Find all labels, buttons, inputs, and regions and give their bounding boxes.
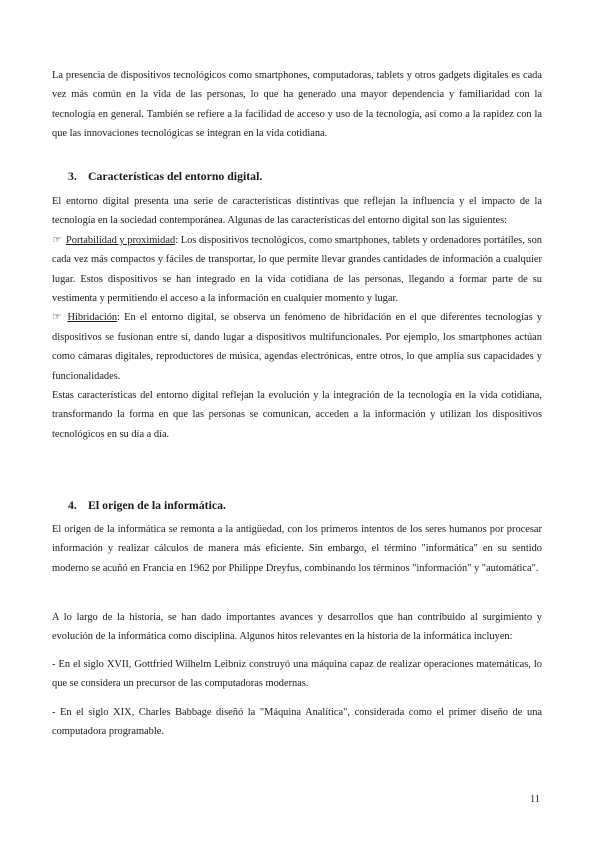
pointing-hand-icon: ☞ — [52, 312, 62, 324]
paragraph-s4-3: - En el siglo XVII, Gottfried Wilhelm Leibniz construyó una máquina capaz de realizar operaciones matemáticas, lo que se considera un precursor de las computadoras modernas. — [52, 659, 542, 690]
paragraph-s4-4: - En el siglo XIX, Charles Babbage diseñó la "Máquina Analítica", considerada como el primer diseño de una computadora programable. — [52, 707, 542, 738]
bullet-item — [52, 231, 542, 309]
heading-section-4 — [68, 497, 226, 513]
paragraph-intro: La presencia de dispositivos tecnológicos como smartphones, computadoras, tablets y otros gadgets digitales es cada vez más común en la vida de las personas, lo que ha generado una mayor dependencia y familiaridad con la tecnología en general. También se refiere a la facilidad de acceso y uso de la tecnología, así como a la rapidez con la que las innovaciones tecnológicas se integran en la vida cotidiana. — [52, 70, 542, 140]
heading-number: 3. — [68, 169, 77, 183]
heading-section-3 — [68, 168, 262, 184]
bullet-term: Hibridación — [67, 312, 118, 324]
pointing-hand-icon: ☞ — [52, 234, 62, 246]
heading-number: 4. — [68, 498, 77, 512]
bullet-item — [52, 308, 542, 386]
paragraph-s3-closing: Estas características del entorno digital reflejan la evolución y la integración de la tecnología en la vida cotidiana, transformando la forma en que las personas se comunican, acceden a la información y utilizan los dispositivos tecnológicos en su día a día. — [52, 390, 542, 440]
heading-title: El origen de la informática. — [88, 498, 226, 512]
paragraph-s3-intro: El entorno digital presenta una serie de características distintivas que reflejan la influencia y el impacto de la tecnología en la sociedad contemporánea. Algunas de las características del entorno digital son las siguientes: — [52, 196, 542, 227]
heading-title: Características del entorno digital. — [88, 169, 263, 183]
bullet-text: : Los dispositivos tecnológicos, como smartphones, tablets y ordenadores portátiles, son cada vez más compactos y fáciles de transportar, lo que permite llevar grandes cantidades de información a cualquier lugar. Estos dispositivos se han integrado en la vida cotidiana de las personas, llegando a formar parte de su vestimenta y permitiendo el acceso a la información en cualquier momento y lugar. — [52, 234, 542, 305]
page-number: 11 — [530, 794, 541, 805]
bullet-term: Portabilidad y proximidad — [65, 234, 176, 246]
paragraph-s4-1: El origen de la informática se remonta a la antigüedad, con los primeros intentos de los seres humanos por procesar información y realizar cálculos de manera más eficiente. Sin embargo, el término "informática" en su sentido moderno se acuñó en Francia en 1962 por Philippe Dreyfus, combinando los términos "información" y "automática". — [52, 524, 542, 574]
bullet-text: : En el entorno digital, se observa un fenómeno de hibridación en el que diferentes tecnologías y dispositivos se fusionan entre sí, dando lugar a dispositivos multifuncionales. Por ejemplo, los smartphones actúan como cámaras digitales, reproductores de música, agendas electrónicas, entre otros, lo que amplía sus capacidades y funcionalidades. — [52, 312, 542, 382]
paragraph-s4-2: A lo largo de la historia, se han dado importantes avances y desarrollos que han contribuido al surgimiento y evolución de la informática como disciplina. Algunos hitos relevantes en la historia de la informática incluyen: — [52, 612, 542, 643]
section-3-body — [52, 192, 542, 444]
